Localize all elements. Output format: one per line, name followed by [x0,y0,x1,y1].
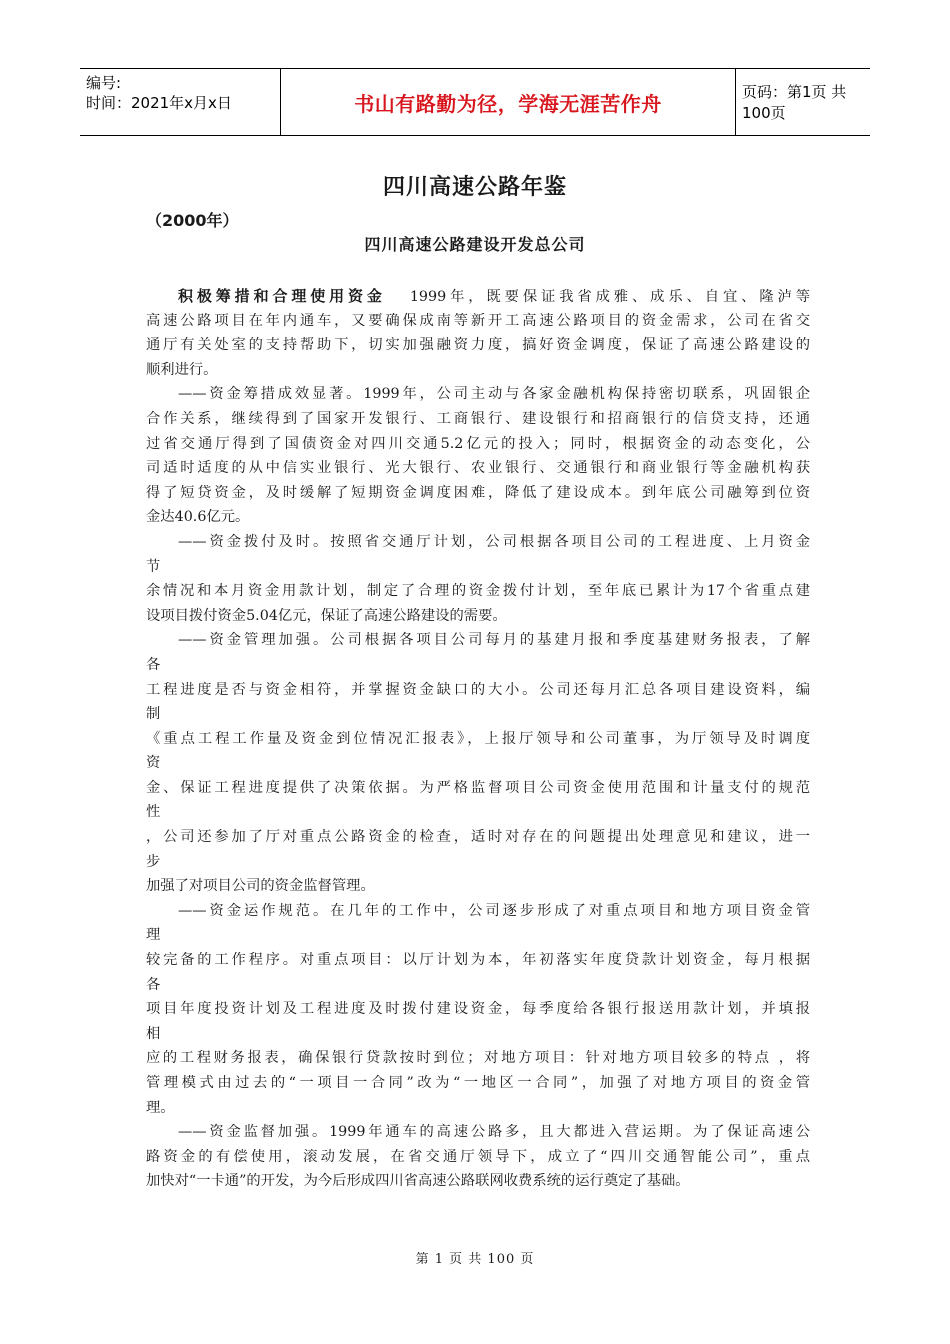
page-footer: 第 1 页 共 100 页 [415,1252,535,1267]
time-label: 时间：2021年x月x日 [86,94,232,112]
header-meta [80,69,280,135]
body-line: ——资金拨付及时。按照省交通厅计划，公司根据各项目公司的工程进度、上月资金 [178,533,810,550]
body-line: 制 [146,706,161,723]
body-line: 管理模式由过去的“一项目一合同”改为“一地区一合同”，加强了对地方项目的资金管 [146,1075,810,1091]
body-line: 加强了对项目公司的资金监督管理。 [146,878,375,895]
header-motto: 书山有路勤为径，学海无涯苦作舟 [280,69,736,135]
body-line: 合作关系，继续得到了国家开发银行、工商银行、建设银行和招商银行的信贷支持，还通 [146,410,810,427]
body-line: 过省交通厅得到了国债资金对四川交通5.2亿元的投入；同时，根据资金的动态变化，公 [146,435,810,452]
body-line: ——资金筹措成效显著。1999年，公司主动与各家金融机构保持密切联系，巩固银企 [178,386,810,403]
body-line: 高速公路项目在年内通车，又要确保成南等新开工高速公路项目的资金需求，公司在省交 [146,312,810,329]
body-line: 路资金的有偿使用，滚动发展，在省交通厅领导下，成立了“四川交通智能公司”，重点 [146,1148,810,1165]
body-line: 较完备的工作程序。对重点项目：以厅计划为本，年初落实年度贷款计划资金，每月根据 [146,952,810,969]
body-line: 设项目拨付资金5.04亿元，保证了高速公路建设的需要。 [146,607,507,624]
section-heading: 积极筹措和合理使用资金 [178,287,386,305]
body-line: 资 [146,755,161,772]
doc-number-label: 编号: [86,74,122,92]
body-line: 相 [146,1025,161,1042]
body-line: 金、保证工程进度提供了决策依据。为严格监督项目公司资金使用范围和计量支付的规范 [146,779,810,796]
body-line: 通厅有关处室的支持帮助下，切实加强融资力度，搞好资金调度，保证了高速公路建设的 [146,337,810,354]
document-year: （2000年） [146,211,239,230]
body-line: 理。 [146,1099,175,1116]
body-line: ——资金运作规范。在几年的工作中，公司逐步形成了对重点项目和地方项目资金管 [178,902,810,919]
body-line: 工程进度是否与资金相符，并掌握资金缺口的大小。公司还每月汇总各项目建设资料，编 [146,681,810,698]
body-line: ——资金监督加强。1999年通车的高速公路多，且大都进入营运期。为了保证高速公 [178,1124,810,1141]
page-header [80,68,870,136]
body-line: 金达40.6亿元。 [146,509,250,526]
document-organization: 四川高速公路建设开发总公司 [364,235,586,254]
body-line: ，公司还参加了厅对重点公路资金的检查，适时对存在的问题提出处理意见和建议，进一 [146,829,810,846]
body-line: 理 [146,927,161,944]
body-line: ——资金管理加强。公司根据各项目公司每月的基建月报和季度基建财务报表，了解 [178,632,810,649]
body-line: 各 [146,976,161,993]
body-line: 顺利进行。 [146,361,218,378]
body-line: 步 [146,853,161,870]
body-line: 余情况和本月资金用款计划，制定了合理的资金拨付计划，至年底已累计为17个省重点建 [146,583,810,600]
body-line: 得了短贷资金，及时缓解了短期资金调度困难，降低了建设成本。到年底公司融筹到位资 [146,484,810,501]
body-line: 各 [146,656,161,673]
body-line: 加快对“一卡通”的开发，为今后形成四川省高速公路联网收费系统的运行奠定了基础。 [146,1173,690,1190]
header-page-info: 页码：第1页 共100页 [742,83,847,122]
body-line: 积极筹措和合理使用资金 1999年，既要保证我省成雅、成乐、自宜、隆泸等 [178,287,810,305]
body-line: 节 [146,558,161,575]
body-line: 性 [146,804,161,821]
body-line: 项目年度投资计划及工程进度及时拨付建设资金，每季度给各银行报送用款计划，并填报 [146,1001,810,1018]
document-title: 四川高速公路年鉴 [382,175,567,200]
body-line: 司适时适度的从中信实业银行、光大银行、农业银行、交通银行和商业银行等金融机构获 [146,460,810,477]
document-body [146,284,810,1194]
body-line: 《重点工程工作量及资金到位情况汇报表》，上报厅领导和公司董事，为厅领导及时调度 [146,730,810,747]
body-line: 应的工程财务报表，确保银行贷款按时到位；对地方项目：针对地方项目较多的特点 ，将 [146,1050,810,1067]
